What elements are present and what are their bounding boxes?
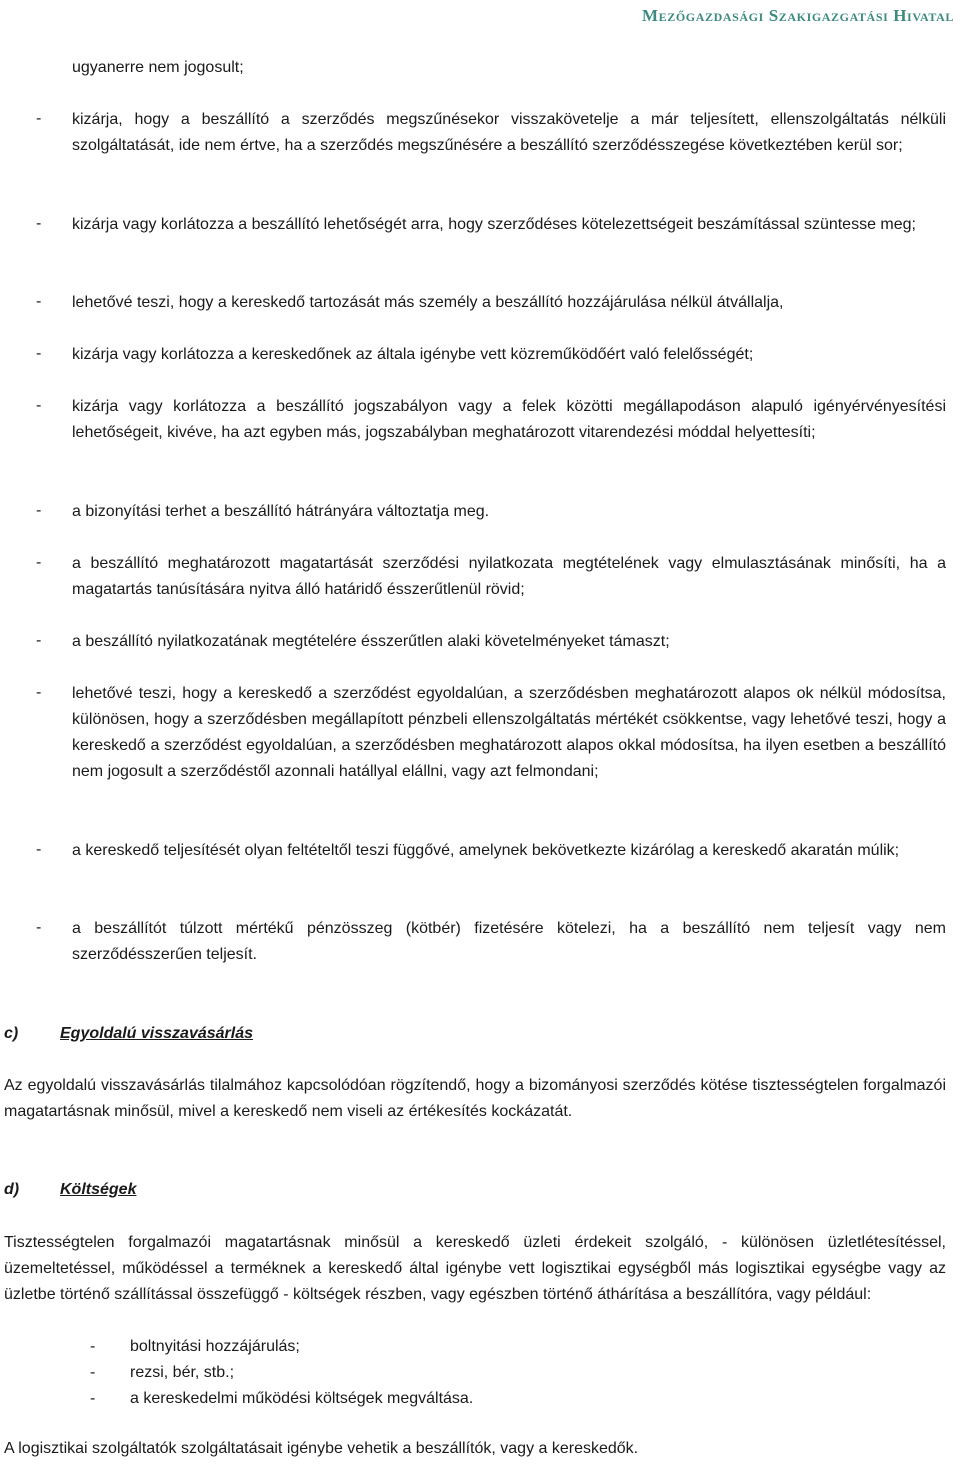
list-item: a beszállító nyilatkozatának megtételére ésszerűtlen alaki követelményeket támaszt; <box>72 633 670 650</box>
closing-line: A logisztikai szolgáltatók szolgáltatásait igénybe vehetik a beszállítók, vagy a kereskedők. <box>4 1440 639 1457</box>
section-c-heading <box>4 1022 253 1046</box>
section-d-title: Költségek <box>60 1181 137 1198</box>
list-item: lehetővé teszi, hogy a kereskedő a szerződést egyoldalúan, a szerződésben meghatározott alapos ok nélkül módosítsa, különösen, hogy a szerződésben megállapított pénzbeli ellenszolgáltatás mértékét csökkentse, vagy lehetővé teszi, hogy a kereskedő a szerződést egyoldalúan, a szerződésben meghatározott alapos okkal módosítsa, ha ilyen esetben a beszállító nem jogosult a szerződéstől azonnali hatállyal elállni, vagy azt felmondani; <box>72 685 946 780</box>
section-c-paragraph: Az egyoldalú visszavásárlás tilalmához kapcsolódóan rögzítendő, hogy a bizományosi szerződés kötése tisztességtelen forgalmazói magatartásnak minősül, mivel a kereskedő nem viseli az értékesítés kockázatát. <box>4 1077 946 1120</box>
example-item: a kereskedelmi működési költségek megváltása. <box>130 1390 474 1407</box>
section-c-title: Egyoldalú visszavásárlás <box>60 1025 253 1042</box>
section-d-label: d) <box>4 1181 20 1198</box>
bullet-dash: - <box>36 554 42 571</box>
bullet-dash: - <box>36 345 42 362</box>
bullet-dash: - <box>36 841 42 858</box>
section-c-label: c) <box>4 1025 19 1042</box>
example-dash: - <box>90 1338 96 1355</box>
bullet-dash: - <box>36 919 42 936</box>
bullet-dash: - <box>36 632 42 649</box>
list-item: a beszállító meghatározott magatartását szerződési nyilatkozata megtételének vagy elmulasztásának minősíti, ha a magatartás tanúsítására nyitva álló határidő ésszerűtlenül rövid; <box>72 555 946 598</box>
section-d-paragraph: Tisztességtelen forgalmazói magatartásnak minősül a kereskedő üzleti érdekeit szolgáló, - különösen üzletlétesítéssel, üzemeltetéssel, működéssel a terméknek a kereskedő által igénybe vett logisztikai egységből más logisztikai egységbe vagy az üzletbe történő szállítással összefüggő - költségek részben, vagy egészben történő áthárítása a beszállítóra, vagy például: <box>4 1234 946 1303</box>
bullet-dash: - <box>36 293 42 310</box>
example-dash: - <box>90 1364 96 1381</box>
agency-header: Mezőgazdasági Szakigazgatási Hivatal <box>642 6 954 25</box>
list-item: lehetővé teszi, hogy a kereskedő tartozását más személy a beszállító hozzájárulása nélkül átvállalja, <box>72 294 784 311</box>
list-item: kizárja vagy korlátozza a beszállító lehetőségét arra, hogy szerződéses kötelezettségeit beszámítással szüntesse meg; <box>72 216 916 233</box>
bullet-dash: - <box>36 684 42 701</box>
bullet-dash: - <box>36 215 42 232</box>
intro-line: ugyanerre nem jogosult; <box>72 59 244 76</box>
example-dash: - <box>90 1390 96 1407</box>
list-item: kizárja vagy korlátozza a kereskedőnek az általa igénybe vett közreműködőért való felelősségét; <box>72 346 754 363</box>
list-item: kizárja, hogy a beszállító a szerződés megszűnésekor visszakövetelje a már teljesített, ellenszolgáltatás nélküli szolgáltatását, ide nem értve, ha a szerződés megszűnésére a beszállító szerződésszegése következtében kerül sor; <box>72 111 946 154</box>
example-item: rezsi, bér, stb.; <box>130 1364 235 1381</box>
list-item: a bizonyítási terhet a beszállító hátrányára változtatja meg. <box>72 503 490 520</box>
list-item: a beszállítót túlzott mértékű pénzösszeg (kötbér) fizetésére kötelezi, ha a beszállító nem teljesít vagy nem szerződésszerűen teljesít. <box>72 920 946 963</box>
bullet-dash: - <box>36 110 42 127</box>
section-d-heading <box>4 1178 136 1202</box>
example-item: boltnyitási hozzájárulás; <box>130 1338 300 1355</box>
bullet-dash: - <box>36 502 42 519</box>
list-item: kizárja vagy korlátozza a beszállító jogszabályon vagy a felek közötti megállapodáson alapuló igényérvényesítési lehetőségeit, kivéve, ha azt egyben más, jogszabályban meghatározott vitarendezési móddal helyettesíti; <box>72 398 946 441</box>
bullet-dash: - <box>36 397 42 414</box>
list-item: a kereskedő teljesítését olyan feltételtől teszi függővé, amelynek bekövetkezte kizárólag a kereskedő akaratán múlik; <box>72 842 900 859</box>
